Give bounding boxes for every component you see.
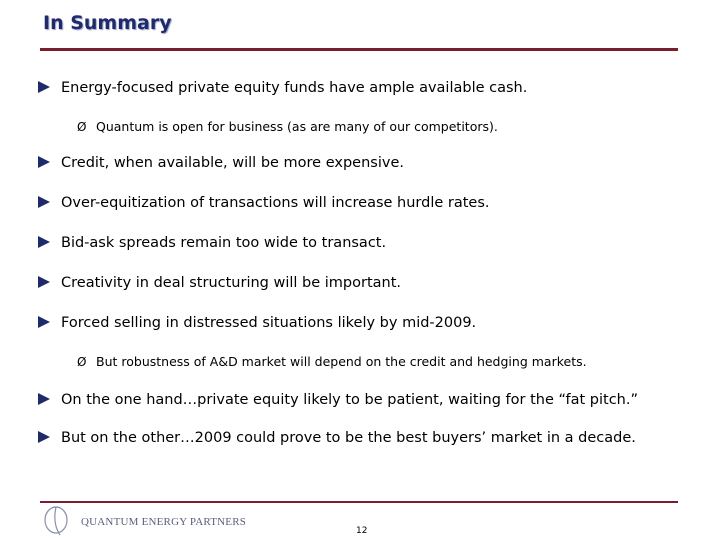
triangle-bullet-icon — [38, 196, 50, 208]
footer-divider — [40, 501, 678, 503]
triangle-bullet-icon — [38, 81, 50, 93]
bullet-item — [38, 195, 490, 211]
bullet-item — [38, 392, 638, 408]
title-divider — [40, 48, 678, 51]
bullet-text: Credit, when available, will be more expensive. — [61, 155, 404, 171]
triangle-bullet-icon — [38, 156, 50, 168]
page-number: 12 — [356, 526, 368, 536]
triangle-bullet-icon — [38, 316, 50, 328]
quantum-q-logo-icon — [42, 506, 72, 536]
triangle-bullet-icon — [38, 431, 50, 443]
sub-bullet-item — [77, 119, 498, 134]
bullet-item — [38, 315, 476, 331]
bullet-item — [38, 430, 636, 446]
bullet-item — [38, 155, 404, 171]
page-title: In Summary — [43, 12, 172, 34]
bullet-item — [38, 80, 527, 96]
arrowhead-bullet-icon: Ø — [77, 120, 87, 134]
triangle-bullet-icon — [38, 236, 50, 248]
arrowhead-bullet-icon: Ø — [77, 355, 87, 369]
triangle-bullet-icon — [38, 276, 50, 288]
bullet-text: Energy-focused private equity funds have ample available cash. — [61, 80, 528, 96]
bullet-text: Creativity in deal structuring will be important. — [61, 275, 402, 291]
bullet-text: Over-equitization of transactions will increase hurdle rates. — [61, 195, 490, 211]
bullet-item — [38, 275, 401, 291]
bullet-item — [38, 235, 386, 251]
bullet-text: On the one hand…private equity likely to be patient, waiting for the “fat pitch.” — [61, 392, 638, 408]
bullet-text: Bid-ask spreads remain too wide to transact. — [61, 235, 387, 251]
sub-bullet-text: Quantum is open for business (as are many of our competitors). — [96, 119, 498, 134]
company-name: QUANTUM ENERGY PARTNERS — [81, 516, 247, 528]
bullet-text: But on the other…2009 could prove to be the best buyers’ market in a decade. — [61, 430, 636, 446]
sub-bullet-item — [77, 354, 587, 369]
sub-bullet-text: But robustness of A&D market will depend on the credit and hedging markets. — [96, 354, 587, 369]
triangle-bullet-icon — [38, 393, 50, 405]
bullet-text: Forced selling in distressed situations likely by mid-2009. — [61, 315, 477, 331]
